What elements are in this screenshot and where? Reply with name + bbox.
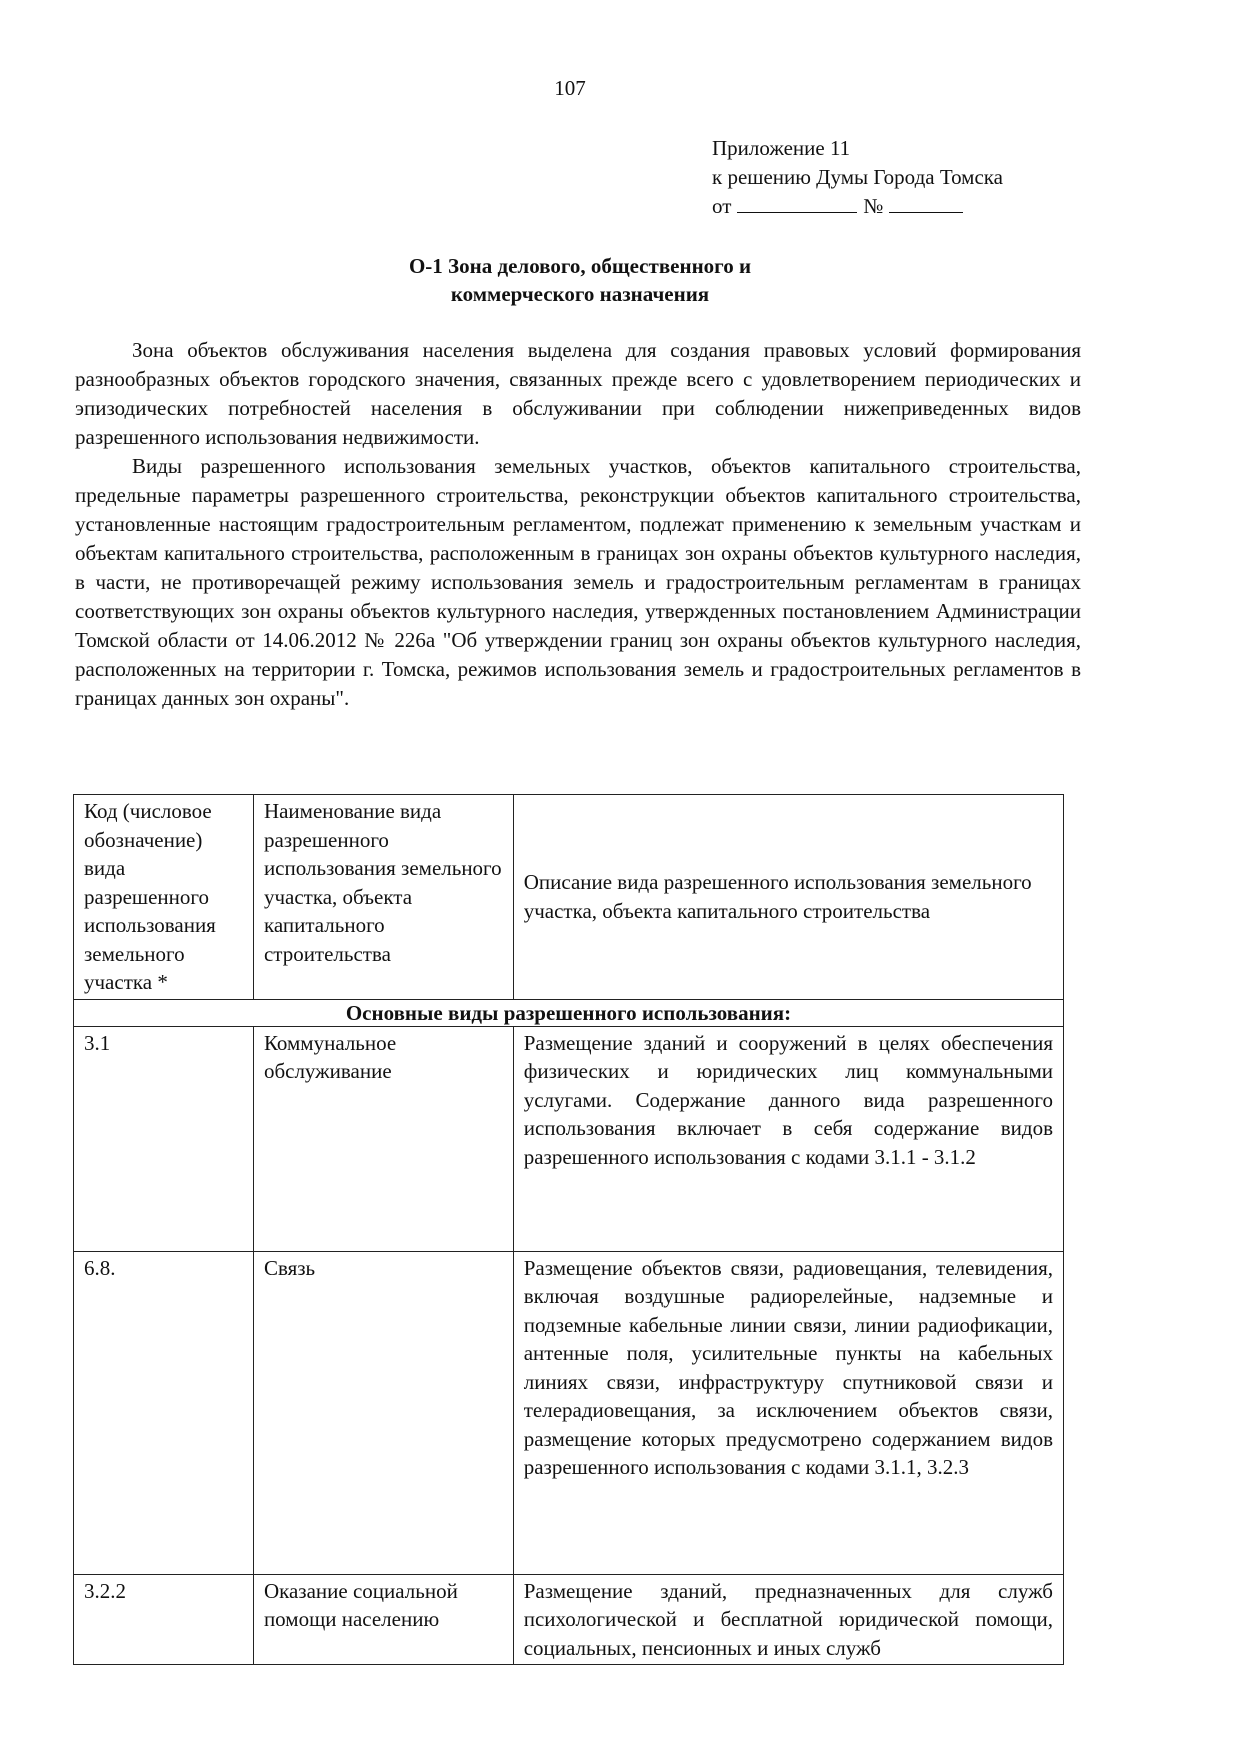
table-header-row	[74, 795, 1064, 1000]
cell-description: Размещение объектов связи, радиовещания, телевидения, включая воздушные радиорелейные, надземные и подземные кабельные линии связи, линии радиофикации, антенные поля, усилительные пункты на кабельных линиях связи, инфраструктуру спутниковой связи и телерадиовещания, за исключением объектов связи, размещение которых предусмотрено содержанием видов разрешенного использования с кодами 3.1.1, 3.2.3	[513, 1251, 1063, 1574]
paragraph-permitted-uses: Виды разрешенного использования земельных участков, объектов капитального строительства, предельные параметры разрешенного строительства, реконструкции объектов капитального строительства, установленные настоящим градостроительным регламентом, подлежат применению к земельным участкам и объектам капитального строительства, расположенным в границах зон охраны объектов культурного наследия, в части, не противоречащей режиму использования земель и градостроительным регламентам в границах соответствующих зон охраны объектов культурного наследия, утвержденных постановлением Администрации Томской области от 14.06.2012 № 226а "Об утверждении границ зон охраны объектов культурного наследия, расположенных на территории г. Томска, режимов использования земель и градостроительных регламентов в границах данных зон охраны".	[75, 454, 1081, 710]
table-row	[74, 1251, 1064, 1574]
page-number: 107	[554, 76, 586, 100]
table-row	[74, 1026, 1064, 1251]
paragraph-zone-purpose: Зона объектов обслуживания населения выделена для создания правовых условий формирования разнообразных объектов городского значения, связанных прежде всего с удовлетворением периодических и эпизодических потребностей населения в обслуживании при соблюдении нижеприведенных видов разрешенного использования недвижимости.	[75, 338, 1081, 449]
appendix-date-number-line	[712, 192, 1003, 221]
cell-code: 6.8.	[74, 1251, 254, 1574]
date-prefix: от	[712, 194, 732, 218]
zone-title-line-1: О-1 Зона делового, общественного и	[408, 254, 752, 278]
date-blank-field	[737, 194, 857, 213]
zone-title-line-2: коммерческого назначения	[450, 282, 710, 306]
header-description: Описание вида разрешенного использования земельного участка, объекта капитального строительства	[513, 795, 1063, 1000]
header-code: Код (числовое обозначение) вида разрешенного использования земельного участка *	[74, 795, 254, 1000]
table-row	[74, 1574, 1064, 1665]
appendix-title: Приложение 11	[712, 136, 851, 160]
cell-code: 3.2.2	[74, 1574, 254, 1665]
number-sign: №	[863, 194, 884, 218]
table-section-row	[74, 999, 1064, 1026]
section-title-main-uses: Основные виды разрешенного использования:	[74, 999, 1064, 1026]
number-blank-field	[889, 194, 963, 213]
header-name: Наименование вида разрешенного использования земельного участка, объекта капитального строительства	[253, 795, 513, 1000]
appendix-block	[712, 134, 1003, 221]
zone-title	[0, 252, 1160, 308]
cell-code: 3.1	[74, 1026, 254, 1251]
cell-description: Размещение зданий и сооружений в целях обеспечения физических и юридических лиц коммунальными услугами. Содержание данного вида разрешенного использования включает в себя содержание видов разрешенного использования с кодами 3.1.1 - 3.1.2	[513, 1026, 1063, 1251]
cell-name: Связь	[253, 1251, 513, 1574]
cell-name: Коммунальное обслуживание	[253, 1026, 513, 1251]
cell-description: Размещение зданий, предназначенных для служб психологической и бесплатной юридической помощи, социальных, пенсионных и иных служб	[513, 1574, 1063, 1665]
permitted-uses-table	[73, 794, 1064, 1665]
appendix-decision-reference: к решению Думы Города Томска	[712, 165, 1003, 189]
cell-name: Оказание социальной помощи населению	[253, 1574, 513, 1665]
intro-text	[75, 336, 1081, 713]
